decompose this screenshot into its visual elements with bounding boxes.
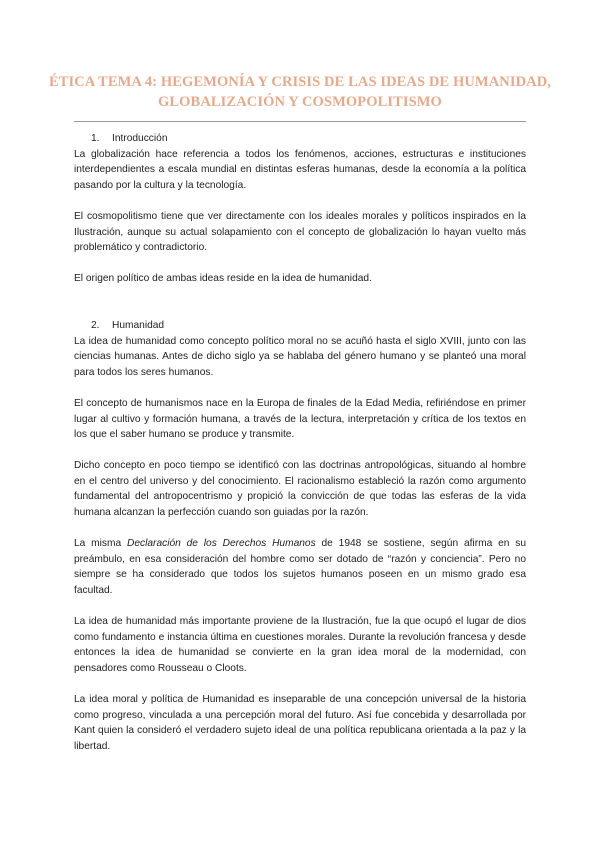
paragraph: La idea de humanidad más importante proviene de la Ilustración, fue la que ocupó el lugar de dios como fundamento e instancia última en cuestiones morales. Durante la revolución francesa y desde entonces la idea de humanidad se convierte en la gran idea moral de la modernidad, con pensadores como Rousseau o Cloots. [74,616,526,674]
section-heading-introduccion [74,131,526,147]
paragraph: La idea moral y política de Humanidad es inseparable de una concepción universal de la historia como progreso, vinculada a una percepción moral del futuro. Así fue concebida y desarrollada por Kant quien la consideró el verdadero sujeto ideal de una política republicana orientada a la paz y la libertad. [74,694,526,752]
text-run: La misma [74,538,127,550]
section-title: Introducción [112,133,168,144]
paragraph: El concepto de humanismos nace en la Europa de finales de la Edad Media, refiriéndose en primer lugar al cultivo y formación humana, a través de la lectura, interpretación y crítica de los textos en los que el saber humano se produce y transmite. [74,397,526,441]
italic-document-name: Declaración de los Derechos Humanos [127,538,316,550]
title-divider [74,121,526,122]
paragraph: La idea de humanidad como concepto político moral no se acuñó hasta el siglo XVIII, junto con las ciencias humanas. Antes de dicho siglo ya se hablaba del género humano y se planteó una moral para todos los seres humanos. [74,335,526,378]
section-title: Humanidad [112,319,165,331]
paragraph: El cosmopolitismo tiene que ver directamente con los ideales morales y políticos inspirados en la Ilustración, aunque su actual solapamiento con el concepto de globalización lo hayan vuelto más problemático y contradictorio. [74,210,526,254]
text-run: de 1948 se sostiene, según afirma en su preámbulo, en esa consideración del hombre como ser dotado de “razón y conciencia”. Pero no siempre se ha considerado que todos los sujetos humanos poseen en un mismo grado esa facultad. [74,538,526,597]
paragraph-with-italic [74,536,526,598]
paragraph: La globalización hace referencia a todos los fenómenos, acciones, estructuras e instituciones interdependientes a escala mundial en distintas esferas humanas, desde la economía a la política pasando por la cultura y la tecnología. [74,148,526,191]
section-number: 2. [91,319,100,331]
title-line-2: GLOBALIZACIÓN Y COSMOPOLITISMO [158,94,442,110]
title-line-1: ÉTICA TEMA 4: HEGEMONÍA Y CRISIS DE LAS IDEAS DE HUMANIDAD, [48,74,552,90]
document-title [40,72,560,112]
section-heading-humanidad [74,318,526,334]
document-body [74,131,526,755]
paragraph: Dicho concepto en poco tiempo se identificó con las doctrinas antropológicas, situando al hombre en el centro del universo y del conocimiento. El racionalismo estableció la razón como argumento fundamental del antropocentrismo y propició la convicción de que todas las esferas de la vida humana alcanzan la perfección cuando son guiadas por la razón. [74,460,526,519]
paragraph: El origen político de ambas ideas reside en la idea de humanidad. [74,273,372,285]
section-number: 1. [91,133,100,144]
